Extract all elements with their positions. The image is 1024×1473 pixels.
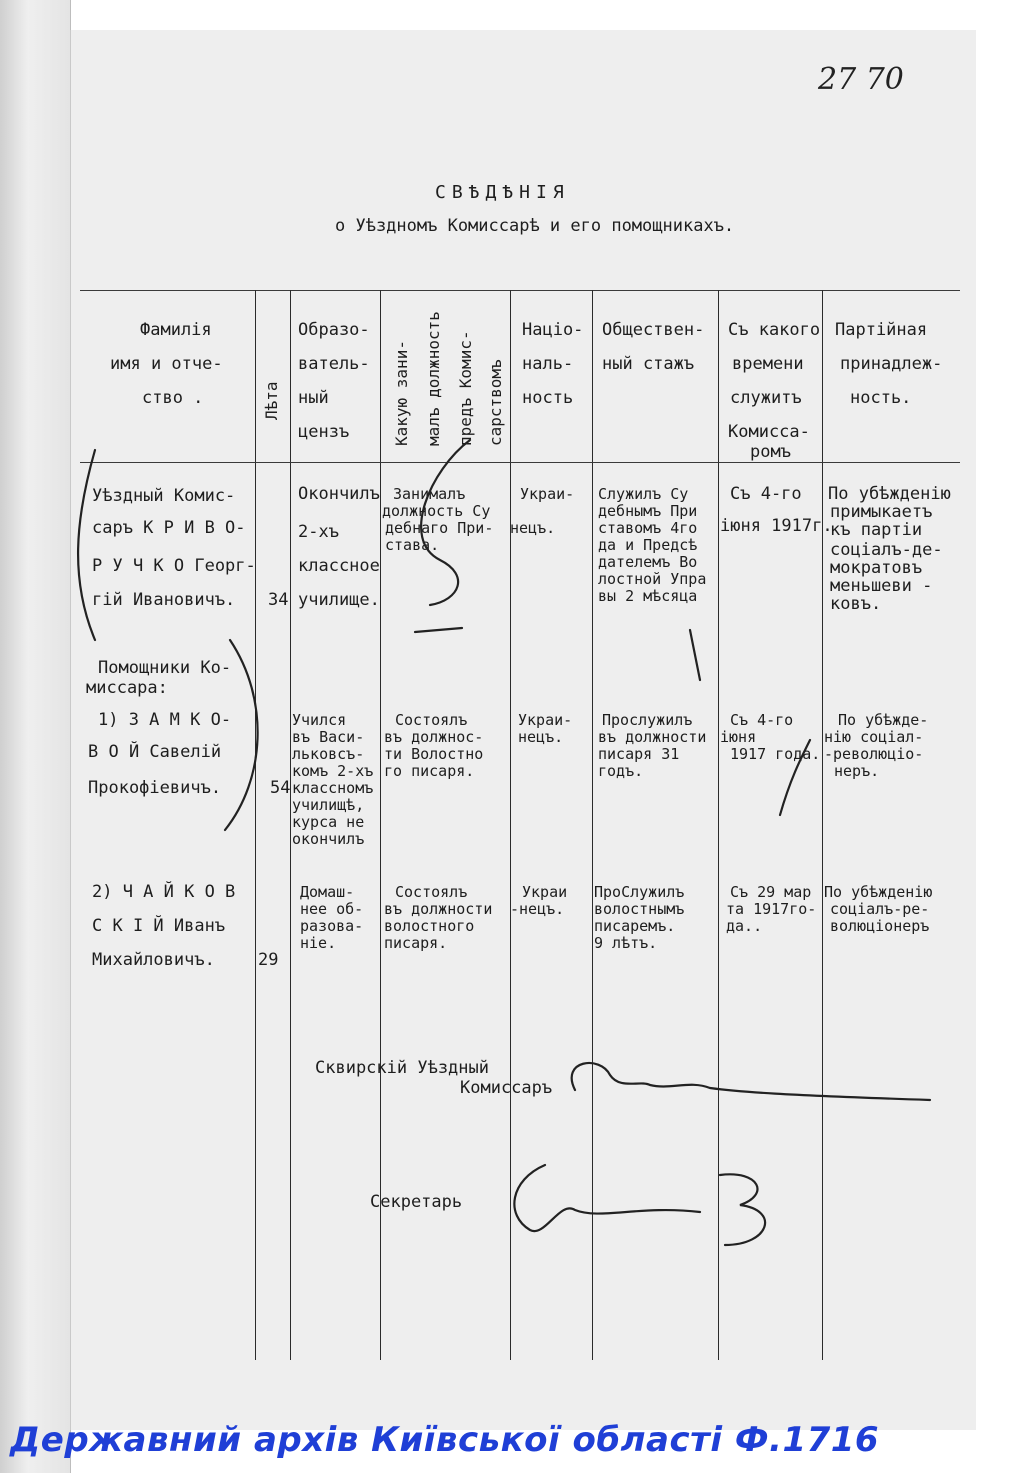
column-divider <box>822 290 823 1360</box>
header-bottom-line <box>80 462 960 463</box>
archive-document-page: 27 70 СВѢДѢНІЯ о Уѣздномъ Комиссарѣ и его помощникахъ. Фамилія имя и отче- ство . Лѣта Образо- ватель- ный цензъ Какую зани- малъ должность предъ Комис- сарствомъ Націо- наль- ность Обществен- ный стажъ Съ какого времени служитъ Комисса- ромъ Партійная принадлеж- ность. Уѣздный Комис- саръ К Р И В О- Р У Ч К О Георг- гій Ивановичъ. 34 Окончилъ 2-хъ классное училище. Занималъ должность Су дебнаго При- става. Украи- нецъ. Служилъ Су дебнымъ При ставомъ 4го да и Предсѣ дателемъ Во лостной Упра вы 2 мѣсяца Съ 4-го іюня 1917г. По убѣжденію примыкаетъ къ партіи соціалъ-де- мократовъ меньшеви - ковъ. Помощники Ко- миссара: 1) З А М К О- В О Й Савелій Прокофіевичъ. 54 Учился въ Васи- льковсъ- комъ 2-хъ классномъ училищѣ, курса не окончилъ Состоялъ въ должнос- ти Волостно го писаря. Украи- нецъ. Прослужилъ въ должности писаря 31 годъ. Съ 4-го іюня 1917 года. По убѣжде- нію соціал- -революціо- неръ. 2) Ч А Й К О В С К І Й Иванъ Михайловичъ. 29 Домаш- нее об- разова- ніе. Состоялъ въ должности волостного писаря. Украи -нецъ. ПроСлужилъ волостнымъ писаремъ. 9 лѣтъ. Съ 29 мар та 1917го- да.. По убѣжденію соціалъ-ре- волюціонеръ Сквирскій Уѣздный Комиссаръ Секретарь Державний архів Київської області Ф.1716 <box>0 0 1024 1473</box>
document-subtitle: о Уѣздномъ Комиссарѣ и его помощникахъ. <box>335 216 735 236</box>
commissar-title-2: Комиссаръ <box>460 1078 553 1098</box>
column-divider <box>255 290 256 1360</box>
secretary-label: Секретарь <box>370 1192 463 1212</box>
column-divider <box>510 290 511 1360</box>
table-top-line <box>80 290 960 291</box>
document-title: СВѢДѢНІЯ <box>435 182 570 203</box>
header-age: Лѣта <box>262 381 281 420</box>
column-divider <box>290 290 291 1360</box>
column-divider <box>592 290 593 1360</box>
archive-number: 27 70 <box>818 62 904 97</box>
commissar-title: Сквирскій Уѣздный <box>315 1058 489 1078</box>
column-divider <box>718 290 719 1360</box>
folder-binding <box>0 0 71 1473</box>
archive-footer: Державний архів Київської області Ф.1716 <box>10 1420 880 1460</box>
